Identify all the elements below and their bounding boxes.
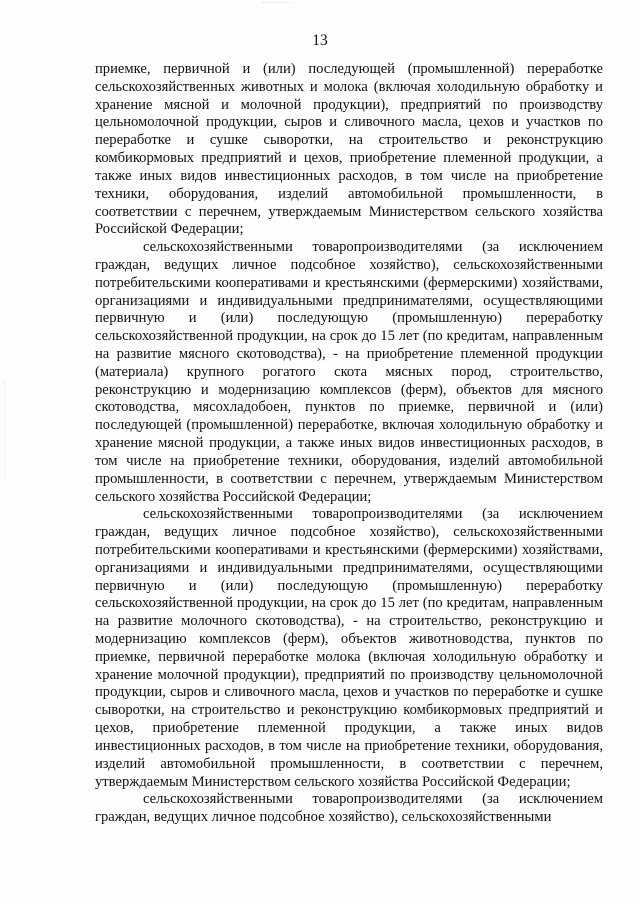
- paragraph-continued: сельскохозяйственными товаропроизводителями (за исключением граждан, ведущих личное подсобное хозяйство), сельскохозяйственными: [95, 791, 603, 826]
- page-number: 13: [312, 32, 328, 49]
- body-text: [95, 61, 603, 827]
- paragraph-meat-cattle: сельскохозяйственными товаропроизводителями (за исключением граждан, ведущих личное подсобное хозяйство), сельскохозяйственными потребительскими кооперативами и крестьянскими (фермерскими) хозяйствами, организациями и индивидуальными предпринимателями, осуществляющими первичную и (или) последующую (промышленную) переработку сельскохозяйственной продукции, на срок до 15 лет (по кредитам, направленным на развитие мясного скотоводства), - на приобретение племенной продукции (материала) крупного рогатого скота мясных пород, строительство, реконструкцию и модернизацию комплексов (ферм), объектов для мясного скотоводства, мясохладобоен, пунктов по приемке, первичной и (или) последующей (промышленной) переработке, включая холодильную обработку и хранение мясной продукции, а также иных видов инвестиционных расходов, в том числе на приобретение техники, оборудования, изделий автомобильной промышленности, в соответствии с перечнем, утверждаемым Министерством сельского хозяйства Российской Федерации;: [95, 239, 603, 505]
- scan-artifact: [262, 2, 292, 13]
- scan-edge-artifact: [4, 380, 9, 480]
- paragraph-dairy-cattle: сельскохозяйственными товаропроизводителями (за исключением граждан, ведущих личное подсобное хозяйство), сельскохозяйственными потребительскими кооперативами и крестьянскими (фермерскими) хозяйствами, организациями и индивидуальными предпринимателями, осуществляющими первичную и (или) последующую (промышленную) переработку сельскохозяйственной продукции, на срок до 15 лет (по кредитам, направленным на развитие молочного скотоводства), - на строительство, реконструкцию и модернизацию комплексов (ферм), объектов животноводства, пунктов по приемке, первичной переработке молока (включая холодильную обработку и хранение молочной продукции), предприятий по производству цельномолочной продукции, сыров и сливочного масла, цехов и участков по переработке и сушке сыворотки, на строительство и реконструкцию комбикормовых предприятий и цехов, приобретение племенной продукции, а также иных видов инвестиционных расходов, в том числе на приобретение техники, оборудования, изделий автомобильной промышленности, в соответствии с перечнем, утверждаемым Министерством сельского хозяйства Российской Федерации;: [95, 506, 603, 790]
- paragraph-continuation: приемке, первичной и (или) последующей (промышленной) переработке сельскохозяйственных животных и молока (включая холодильную обработку и хранение мясной и молочной продукции), предприятий по производству цельномолочной продукции, сыров и сливочного масла, цехов и участков по переработке и сушке сыворотки, на строительство и реконструкцию комбикормовых предприятий и цехов, приобретение племенной продукции, а также иных видов инвестиционных расходов, в том числе на приобретение техники, оборудования, изделий автомобильной промышленности, в соответствии с перечнем, утверждаемым Министерством сельского хозяйства Российской Федерации;: [95, 61, 603, 238]
